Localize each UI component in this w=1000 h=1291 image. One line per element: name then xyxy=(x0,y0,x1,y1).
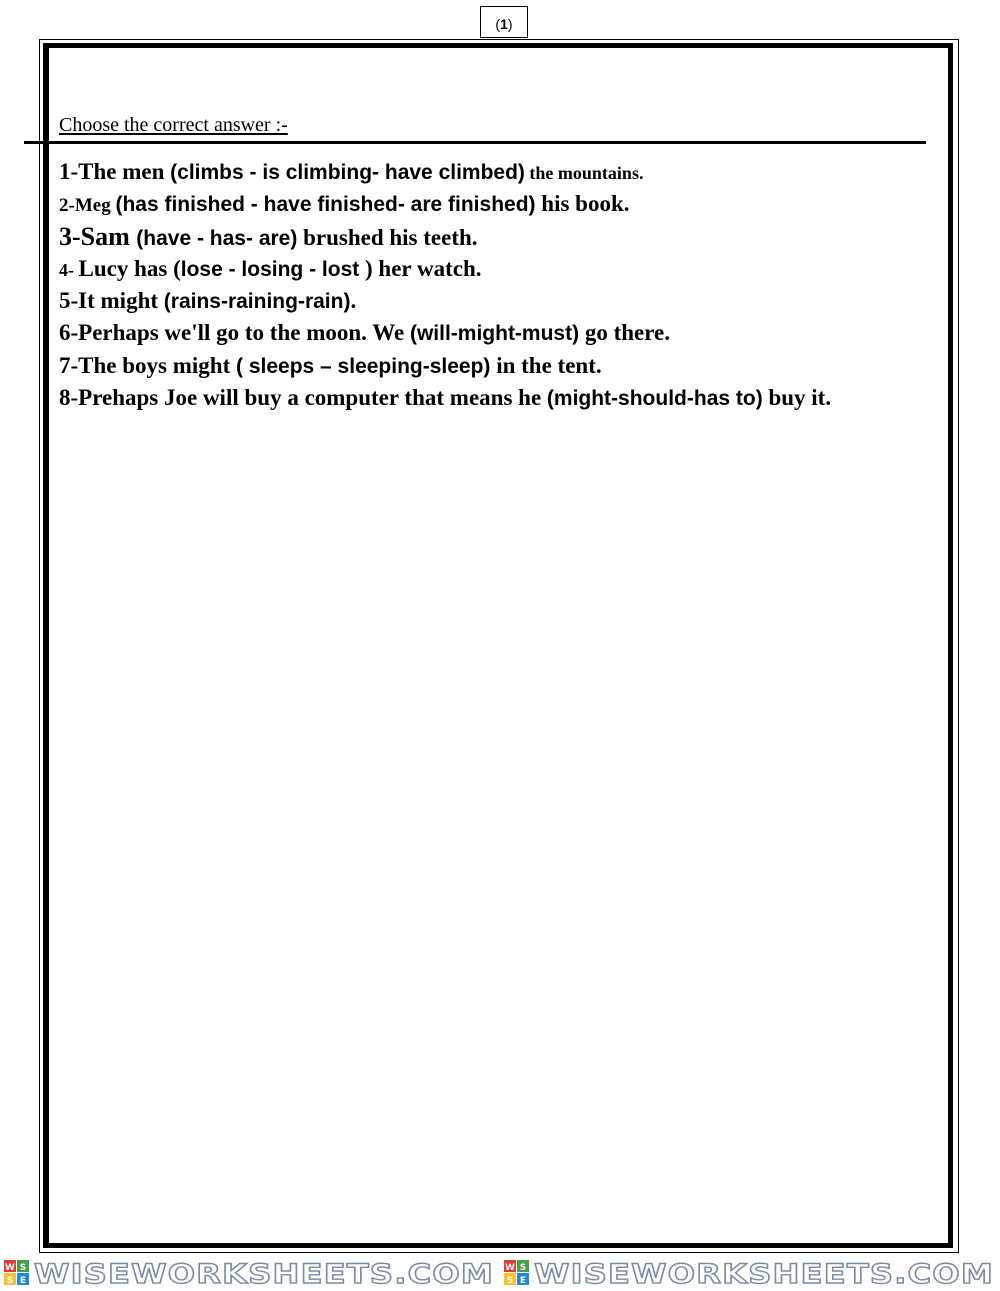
svg-text:W: W xyxy=(505,1263,515,1273)
question-5-suffix: . xyxy=(350,288,357,314)
page-number-box: (1) xyxy=(480,6,528,38)
question-8 xyxy=(59,382,939,414)
question-6-prefix: 6-Perhaps we'll go to the moon. We xyxy=(59,320,410,346)
question-4 xyxy=(59,253,939,285)
svg-text:S: S xyxy=(506,1276,514,1286)
question-1-suffix: the mountains. xyxy=(524,163,644,183)
svg-text:S: S xyxy=(519,1263,527,1273)
question-3-suffix: brushed his teeth. xyxy=(297,224,478,250)
watermark-text-1: WISEWORKSHEETS.COM xyxy=(34,1259,494,1290)
question-list xyxy=(59,156,939,414)
svg-text:W: W xyxy=(5,1263,15,1273)
question-2-prefix: 2-Meg xyxy=(59,195,116,217)
question-1 xyxy=(59,156,939,188)
question-5-prefix: 5-It might xyxy=(59,288,164,314)
question-7 xyxy=(59,350,939,382)
watermark-text-2: WISEWORKSHEETS.COM xyxy=(534,1259,994,1290)
question-1-options: (climbs - is climbing- have climbed) xyxy=(170,161,525,184)
heading-divider xyxy=(24,141,926,144)
question-4-suffix: ) her watch. xyxy=(359,255,482,281)
question-3 xyxy=(59,221,939,253)
question-7-prefix: 7-The boys might xyxy=(59,352,236,378)
question-6 xyxy=(59,317,939,349)
wise-logo-icon xyxy=(504,1260,529,1286)
question-3-options: (have - has- are) xyxy=(136,226,298,250)
question-4-number: 4- xyxy=(59,259,79,280)
instruction-heading: Choose the correct answer :- xyxy=(59,114,288,136)
question-2-suffix: his book. xyxy=(535,191,630,217)
question-2 xyxy=(59,188,939,220)
question-5-options: (rains-raining-rain) xyxy=(163,290,351,314)
svg-text:S: S xyxy=(19,1263,27,1273)
question-8-prefix: 8-Prehaps Joe will buy a computer that means he xyxy=(59,385,547,411)
svg-text:S: S xyxy=(6,1276,14,1286)
question-8-suffix: buy it. xyxy=(762,385,832,411)
svg-text:E: E xyxy=(519,1276,527,1286)
question-8-options: (might-should-has to) xyxy=(546,387,763,411)
wise-logo-icon xyxy=(4,1260,29,1286)
question-4-prefix: Lucy has ( xyxy=(78,255,181,281)
question-4-options: lose - losing - lost xyxy=(180,257,360,281)
question-6-options: (will-might-must) xyxy=(409,322,580,346)
page-number: 1 xyxy=(500,16,508,32)
question-6-suffix: go there. xyxy=(579,320,671,346)
watermark-footer xyxy=(0,1254,1000,1291)
watermark-banner xyxy=(0,1254,1000,1291)
question-1-prefix: 1-The men xyxy=(59,159,171,184)
question-7-options: ( sleeps – sleeping-sleep) xyxy=(236,354,491,378)
question-2-options: (has finished - have finished- are finished) xyxy=(115,193,536,217)
question-3-prefix: 3-Sam xyxy=(59,221,137,251)
question-7-suffix: in the tent. xyxy=(490,352,602,378)
question-5 xyxy=(59,285,939,317)
svg-text:E: E xyxy=(19,1276,27,1286)
